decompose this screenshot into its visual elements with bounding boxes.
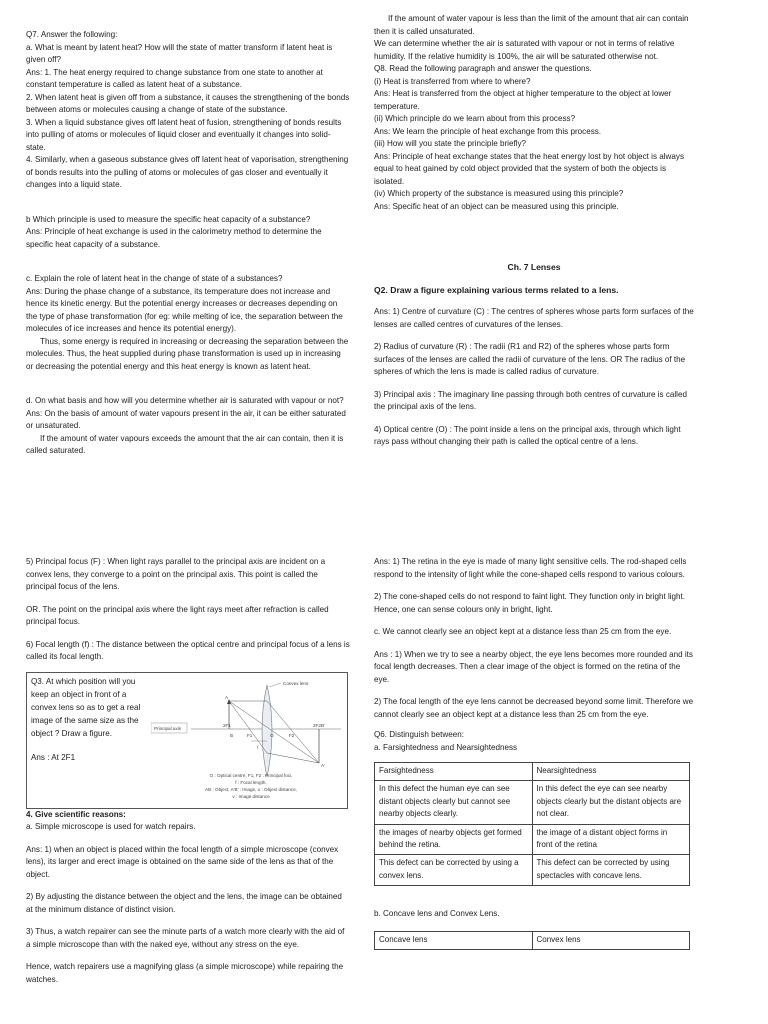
relative-humidity-text: We can determine whether the air is saturated with vapour or not in terms of relative humidity. If the relative humidity is 100%, the air will be saturated otherwise not. bbox=[374, 39, 675, 61]
table-row bbox=[375, 824, 690, 855]
q8-iv-answer: Ans: Specific heat of an object can be measured using this principle. bbox=[374, 201, 619, 211]
table-header-cell: Farsightedness bbox=[375, 763, 533, 781]
table-cell: In this defect the human eye can see distant objects clearly but cannot see nearby objects clearly. bbox=[375, 781, 533, 824]
farsight-nearsight-table bbox=[374, 762, 690, 886]
q8-iv-question: (iv) Which property of the substance is measured using this principle? bbox=[374, 189, 624, 198]
q7d-answer-1: Ans: On the basis of amount of water vapours present in the air, it can be either saturated or unsaturated. bbox=[26, 408, 346, 430]
table-cell: the images of nearby objects get formed behind the retina. bbox=[375, 824, 533, 855]
q8-ii-answer: Ans: We learn the principle of heat exchange from this process. bbox=[374, 126, 602, 136]
q8-title: Q8. Read the following paragraph and answer the questions. bbox=[374, 64, 592, 73]
table-header-row bbox=[375, 931, 690, 949]
lens-pointer bbox=[269, 683, 281, 687]
fig-caption-4: v : Image distance bbox=[232, 793, 270, 799]
table-header-cell: Nearsightedness bbox=[532, 763, 690, 781]
table-cell: This defect can be corrected by using spectacles with concave lens. bbox=[532, 855, 690, 886]
q8-i-question: (i) Heat is transferred from where to where? bbox=[374, 76, 531, 86]
label-convex-lens: Convex lens bbox=[283, 680, 309, 686]
ray-2 bbox=[229, 701, 319, 763]
q2-term-2: 2) Radius of curvature (R) : The radii (R1 and R2) of the spheres whose parts form surfaces of the lenses are called the radii of curvature of the lens. OR The radius of the spheres of which the lens is made is called radius of curvature. bbox=[374, 342, 686, 376]
concave-convex-table bbox=[374, 931, 690, 950]
label-f: f bbox=[257, 743, 259, 749]
label-b-prime: B' bbox=[321, 722, 325, 728]
q7b-answer: Ans: Principle of heat exchange is used in the calorimetry method to determine the specific heat capacity of a substance. bbox=[26, 227, 322, 249]
bottom-right-column bbox=[374, 556, 694, 950]
convex-lens-shape bbox=[262, 685, 272, 777]
reason-c-question: c. We cannot clearly see an object kept at a distance less than 25 cm from the eye. bbox=[374, 627, 672, 636]
q7a-answer-2: 2. When latent heat is given off from a substance, it causes the strengthening of the bonds between atoms or molecules causing a change of state of the substance. bbox=[26, 92, 350, 114]
fig-caption-2: f : Focal length, bbox=[235, 779, 267, 785]
top-right-column bbox=[374, 13, 694, 449]
table-row bbox=[375, 855, 690, 886]
q8-i-answer: Ans: Heat is transferred from the object at higher temperature to the object at lower temperature. bbox=[374, 89, 672, 111]
reason-c-answer-1: Ans : 1) When we try to see a nearby object, the eye lens becomes more rounded and its focal length decreases. Then a clear image of the object is formed on the retina of the eye. bbox=[374, 649, 693, 684]
q3-box bbox=[26, 672, 348, 809]
table-header-row bbox=[375, 763, 690, 781]
q7d-question: d. On what basis and how will you determine whether air is saturated with vapour or not? bbox=[26, 396, 344, 405]
ray-3-refracted bbox=[267, 753, 319, 763]
q4a-question: a. Simple microscope is used for watch repairs. bbox=[26, 822, 196, 831]
q2-term-3: 3) Principal axis : The imaginary line passing through both centres of curvature is called the principal axis of the lens. bbox=[374, 389, 687, 411]
label-a-prime: A' bbox=[321, 762, 325, 768]
bottom-left-column bbox=[26, 556, 350, 986]
q4a-answer-4: Hence, watch repairers use a magnifying glass (a simple microscope) while repairing the watches. bbox=[26, 962, 344, 984]
q7d-answer-2: If the amount of water vapours exceeds the amount that the air can contain, then it is called saturated. bbox=[26, 433, 344, 455]
q7c-question: c. Explain the role of latent heat in the change of state of a substances? bbox=[26, 274, 283, 283]
q2-term-6: 6) Focal length (f) : The distance between the optical centre and principal focus of a lens is called its focal length. bbox=[26, 639, 350, 661]
ray-1-refracted bbox=[267, 701, 319, 763]
q3-question: Q3. At which position will you keep an object in front of a convex lens so as to get a real image of the same size as the object ? Draw a figure. bbox=[31, 676, 141, 739]
retina-answer-2: 2) The cone-shaped cells do not respond to faint light. They function only in bright light. Hence, one can sense colours only in bright, light. bbox=[374, 592, 686, 614]
q2-term-4: 4) Optical centre (O) : The point inside a lens on the principal axis, through which light rays pass without changing their path is called the optical centre of a lens. bbox=[374, 424, 681, 446]
q7a-question: a. What is meant by latent heat? How will the state of matter transform if latent heat is given off? bbox=[26, 42, 333, 64]
q2-title: Q2. Draw a figure explaining various terms related to a lens. bbox=[374, 284, 619, 295]
retina-answer-1: Ans: 1) The retina in the eye is made of many light sensitive cells. The rod-shaped cells respond to the intensity of light while the cone-shaped cells respond to various colours. bbox=[374, 557, 687, 579]
q2-term-5: 5) Principal focus (F) : When light rays parallel to the principal axis are incident on a convex lens, they converge to a point on the principal axis. This point is called the principal focus of the lens. bbox=[26, 557, 326, 591]
q7-title: Q7. Answer the following: bbox=[26, 30, 118, 39]
q6a-title: a. Farsightedness and Nearsightedness bbox=[374, 742, 518, 752]
q6b-title: b. Concave lens and Convex Lens. bbox=[374, 909, 500, 919]
q7c-answer-2: Thus, some energy is required in increasing or decreasing the separation between the molecules. Thus, the heat supplied during phase transformation is used up in increasing or decreasing the potential energy and this heat energy is known as latent heat. bbox=[26, 336, 349, 371]
q4-title: 4. Give scientific reasons: bbox=[26, 809, 126, 819]
table-cell: This defect can be corrected by using a convex lens. bbox=[375, 855, 533, 886]
q8-iii-question: (iii) How will you state the principle briefly? bbox=[374, 139, 527, 148]
q7c-answer-1: Ans: During the phase change of a substance, its temperature does not increase and hence its kinetic energy. But the potential energy increases or decreases depending on the type of phase transformation (for eg: while melting of ice, the separation between the molecules of ice increases and hence its potential energy). bbox=[26, 286, 343, 333]
label-f2: F2 bbox=[289, 732, 295, 738]
q6-title: Q6. Distinguish between: bbox=[374, 730, 464, 739]
table-header-cell: Concave lens bbox=[375, 931, 533, 949]
label-2f2: 2F2 bbox=[313, 722, 321, 728]
label-principal-axis: Principal axis bbox=[154, 725, 182, 731]
table-cell: In this defect the eye can see nearby objects clearly but the distant objects are not clear. bbox=[532, 781, 690, 824]
q7a-answer-3: 3. When a liquid substance gives off latent heat of fusion, strengthening of bonds results into pulling of atoms or molecules of liquid closer and eventually it changes into solid-state. bbox=[26, 117, 342, 152]
q3-text bbox=[31, 675, 147, 764]
q7a-answer-4: 4. Similarly, when a gaseous substance gives off latent heat of vaporisation, strengthening of bonds results into the pulling of atoms or molecules of gas closer and eventually it changes into a liquid state. bbox=[26, 155, 349, 189]
fig-caption-3: AB : Object, A'B' : Image, u : Object distance, bbox=[205, 786, 297, 792]
label-b: B bbox=[230, 732, 234, 738]
q7b-question: b Which principle is used to measure the specific heat capacity of a substance? bbox=[26, 214, 311, 224]
q4a-answer-3: 3) Thus, a watch repairer can see the minute parts of a watch more clearly with the aid of a simple microscope than with the naked eye, without any stress on the eye. bbox=[26, 927, 345, 949]
q3-answer: Ans : At 2F1 bbox=[31, 752, 76, 762]
top-left-column bbox=[26, 29, 350, 458]
q2-term-1: Ans: 1) Centre of curvature (C) : The centres of spheres whose parts form surfaces of the lenses are called centres of curvatures of the lenses. bbox=[374, 307, 694, 329]
q4a-answer-1: Ans: 1) when an object is placed within the focal length of a simple microscope (convex lens), its larger and erect image is obtained on the same side of the lens as that of the object. bbox=[26, 844, 339, 879]
label-f1: F1 bbox=[247, 732, 253, 738]
q2-term-5-or: OR. The point on the principal axis where the light rays meet after refraction is called principal focus. bbox=[26, 604, 329, 626]
ray-3 bbox=[229, 701, 267, 753]
chapter-title: Ch. 7 Lenses bbox=[507, 262, 561, 272]
table-cell: the image of a distant object forms in front of the retina bbox=[532, 824, 690, 855]
q4a-answer-2: 2) By adjusting the distance between the object and the lens, the image can be obtained at the minimum distance of distinct vision. bbox=[26, 892, 342, 914]
unsaturated-definition: If the amount of water vapour is less than the limit of the amount that air can contain then it is called unsaturated. bbox=[374, 14, 689, 36]
q8-iii-answer: Ans: Principle of heat exchange states that the heat energy lost by hot object is always equal to heat gained by cold object provided that the system of both the objects is isolated. bbox=[374, 151, 684, 186]
fig-caption-1: O : Optical centre, F1, F2 : Principal foci, bbox=[209, 772, 293, 778]
reason-c-answer-2: 2) The focal length of the eye lens cannot be decreased beyond some limit. Therefore we cannot clearly see an object kept at a distance less than 25 cm from the eye. bbox=[374, 697, 694, 719]
label-2f1: 2F1 bbox=[223, 722, 231, 728]
label-o: O bbox=[270, 732, 274, 738]
table-header-cell: Convex lens bbox=[532, 931, 690, 949]
table-row bbox=[375, 781, 690, 824]
q7a-answer-1: Ans: 1. The heat energy required to change substance from one state to another at constant temperature is called as latent heat of a substance. bbox=[26, 67, 323, 89]
convex-lens-ray-diagram bbox=[151, 677, 345, 805]
q8-ii-question: (ii) Which principle do we learn about from this process? bbox=[374, 114, 576, 123]
label-a: A bbox=[225, 694, 229, 700]
